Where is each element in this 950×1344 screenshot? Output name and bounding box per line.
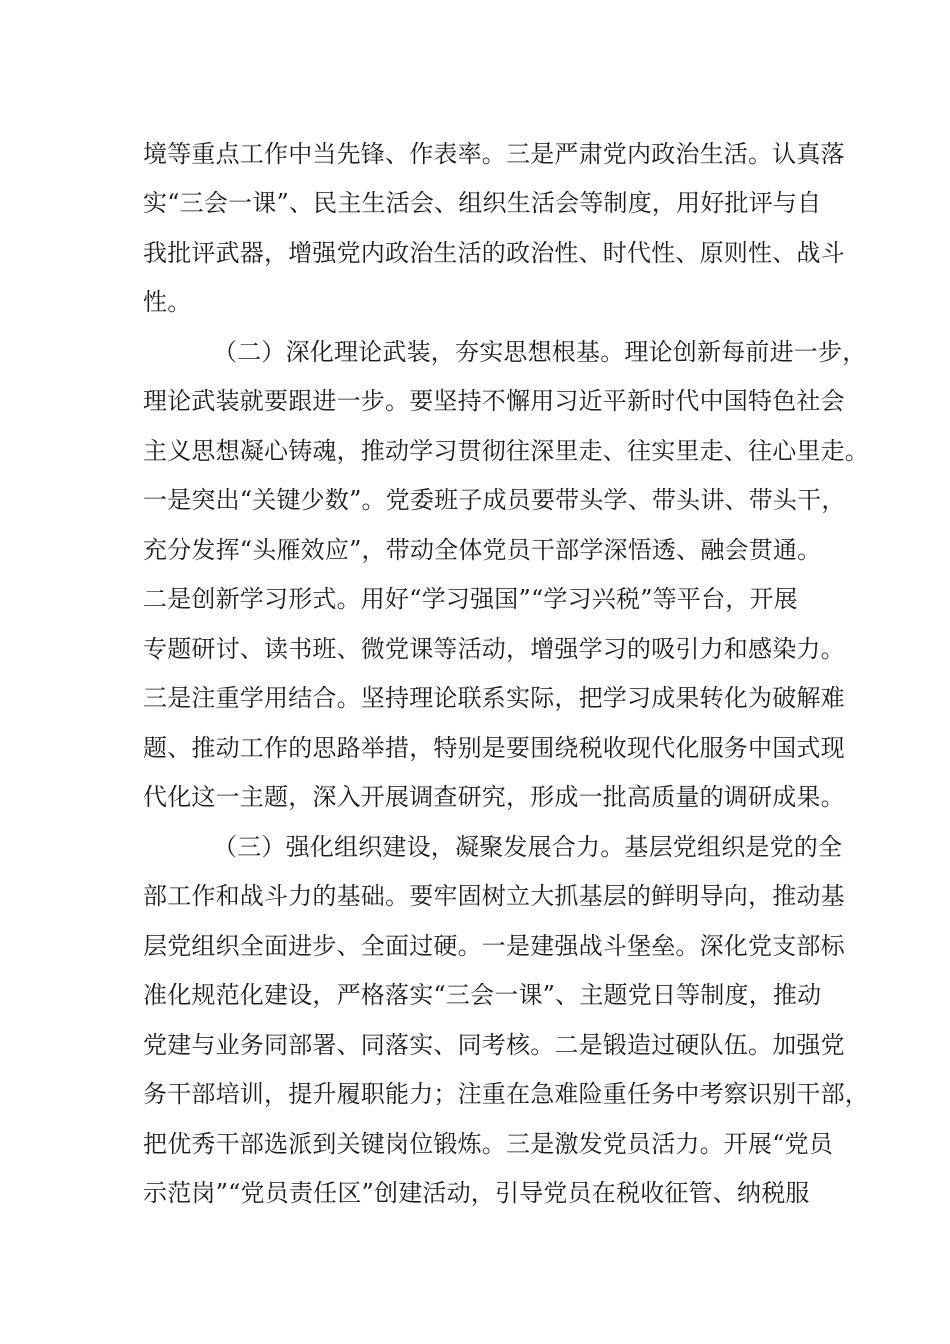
text-line: 理论武装就要跟进一步。要坚持不懈用习近平新时代中国特色社会 (143, 387, 845, 415)
text-line: 充分发挥“头雁效应”，带动全体党员干部学深悟透、融会贯通。 (143, 536, 822, 564)
paragraph-heading-line: （三）强化组织建设，凝聚发展合力。基层党组织是党的全 (213, 833, 843, 861)
paragraph-heading-line: （二）深化理论武装，夯实思想根基。理论创新每前进一步， (213, 338, 867, 366)
text-line: 代化这一主题，深入开展调查研究，形成一批高质量的调研成果。 (143, 783, 845, 811)
text-line: 二是创新学习形式。用好“学习强国”“学习兴税”等平台，开展 (143, 585, 798, 613)
text-line: 务干部培训，提升履职能力；注重在急难险重任务中考察识别干部， (143, 1080, 869, 1108)
text-line: 题、推动工作的思路举措，特别是要围绕税收现代化服务中国式现 (143, 734, 845, 762)
text-line: 我批评武器，增强党内政治生活的政治性、时代性、原则性、战斗 (143, 239, 845, 267)
text-line: 党建与业务同部署、同落实、同考核。二是锻造过硬队伍。加强党 (143, 1031, 845, 1059)
text-line: 主义思想凝心铸魂，推动学习贯彻往深里走、往实里走、往心里走。 (143, 437, 869, 465)
text-line: 一是突出“关键少数”。党委班子成员要带头学、带头讲、带头干， (143, 486, 846, 514)
text-line: 专题研讨、读书班、微党课等活动，增强学习的吸引力和感染力。 (143, 635, 845, 663)
text-line: 示范岗”“党员责任区”创建活动，引导党员在税收征管、纳税服 (143, 1179, 810, 1207)
text-line: 部工作和战斗力的基础。要牢固树立大抓基层的鲜明导向，推动基 (143, 882, 845, 910)
text-line: 三是注重学用结合。坚持理论联系实际，把学习成果转化为破解难 (143, 684, 845, 712)
text-line: 层党组织全面进步、全面过硬。一是建强战斗堡垒。深化党支部标 (143, 932, 845, 960)
text-line: 准化规范化建设，严格落实“三会一课”、主题党日等制度，推动 (143, 981, 822, 1009)
text-line: 实“三会一课”、民主生活会、组织生活会等制度，用好批评与自 (143, 189, 822, 217)
text-line: 性。 (143, 288, 192, 316)
text-line: 境等重点工作中当先锋、作表率。三是严肃党内政治生活。认真落 (143, 140, 845, 168)
text-line: 把优秀干部选派到关键岗位锻炼。三是激发党员活力。开展“党员 (143, 1130, 834, 1158)
